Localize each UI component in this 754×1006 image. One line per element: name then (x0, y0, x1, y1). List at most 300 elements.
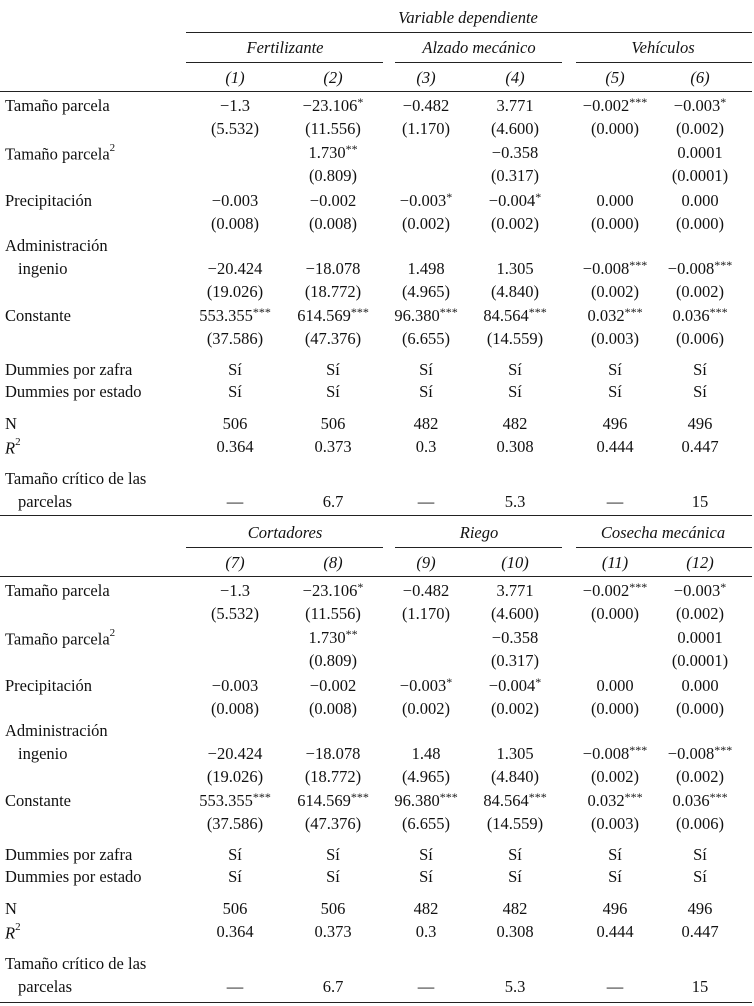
significance-stars: *** (528, 305, 547, 319)
constante-se-value: (37.586) (206, 329, 264, 348)
n-value: 482 (413, 899, 439, 918)
constante-coef (587, 790, 643, 810)
precip-coef (681, 678, 718, 695)
n-value: 506 (320, 414, 346, 433)
constante-coef (394, 305, 458, 325)
coef-value: 84.564 (483, 791, 529, 810)
admin-se-value: (4.840) (490, 282, 540, 301)
rule-group-5 (395, 547, 562, 548)
estado-value: Sí (326, 867, 340, 886)
significance-stars: *** (350, 790, 369, 804)
coef-value: −0.003 (211, 191, 259, 210)
group-header-cortadores: Cortadores (247, 523, 323, 542)
label-text: R (5, 923, 16, 943)
critico-value: 15 (691, 492, 709, 511)
estado-value: Sí (419, 382, 433, 401)
constante-se-value: (0.006) (675, 329, 725, 348)
significance-stars: *** (350, 305, 369, 319)
row-label-admin-2: ingenio (18, 744, 68, 763)
r2-value: 0.444 (596, 437, 634, 456)
precip-se-value: (0.000) (675, 699, 725, 718)
significance-stars: *** (709, 305, 728, 319)
tamano-se-value: (0.002) (675, 119, 725, 138)
row-label-admin-2: ingenio (18, 259, 68, 278)
superscript: 2 (109, 142, 116, 154)
critico-value: 5.3 (504, 977, 526, 996)
precip-se-value: (0.008) (210, 699, 260, 718)
zafra-value: Sí (508, 360, 522, 379)
r2-value: 0.308 (496, 437, 534, 456)
coef-value: −20.424 (207, 744, 263, 763)
coef-value: −0.358 (491, 628, 539, 647)
r2-value: 0.373 (314, 437, 352, 456)
zafra-value: Sí (326, 360, 340, 379)
admin-coef (667, 258, 733, 278)
r2-value: 0.444 (596, 922, 634, 941)
coef-value: −0.004 (488, 676, 536, 695)
coef-value: 1.730 (308, 628, 346, 647)
precip-se-value: (0.000) (590, 699, 640, 718)
rule-group-1 (186, 62, 383, 63)
coef-value: −0.008 (582, 744, 630, 763)
row-label-n: N (5, 414, 17, 433)
critico-value: — (606, 492, 624, 511)
critico-value: — (417, 977, 435, 996)
admin-se-value: (0.002) (590, 767, 640, 786)
precip-se-value: (0.008) (210, 214, 260, 233)
coef-value: −20.424 (207, 259, 263, 278)
significance-stars: *** (252, 790, 271, 804)
coef-value: −0.008 (667, 744, 715, 763)
rule-dependent-variable (186, 32, 752, 33)
constante-se-value: (37.586) (206, 814, 264, 833)
precip-coef (488, 675, 542, 695)
group-header-cosecha: Cosecha mecánica (600, 523, 726, 542)
row-label-r2 (5, 436, 21, 458)
zafra-value: Sí (693, 845, 707, 864)
admin-coef (582, 743, 648, 763)
r2-value: 0.447 (681, 922, 719, 941)
row-label-critico: Tamaño crítico de las (5, 469, 147, 488)
precip-se-value: (0.002) (490, 214, 540, 233)
coef-value: −0.482 (402, 581, 450, 600)
constante-se-value: (14.559) (486, 329, 544, 348)
row-label-constante: Constante (5, 791, 71, 810)
coef-value: −0.002 (582, 96, 630, 115)
constante-coef (672, 790, 728, 810)
row-label-admin: Administración (5, 721, 108, 740)
admin-coef (667, 743, 733, 763)
critico-value: 6.7 (322, 492, 344, 511)
n-value: 496 (687, 899, 713, 918)
tamano2-se-value: (0.809) (308, 166, 358, 185)
coef-value: −0.003 (211, 676, 259, 695)
tamano-coef (220, 583, 250, 600)
rule-table-bottom (0, 1002, 752, 1003)
admin-se-value: (19.026) (206, 282, 264, 301)
precip-se-value: (0.000) (590, 214, 640, 233)
tamano-se-value: (4.600) (490, 604, 540, 623)
tamano2-se-value: (0.0001) (671, 166, 729, 185)
estado-value: Sí (693, 382, 707, 401)
n-value: 482 (413, 414, 439, 433)
critico-value: — (226, 977, 244, 996)
tamano-coef (220, 98, 250, 115)
precip-se-value: (0.008) (308, 699, 358, 718)
rule-top-header-bottom (0, 91, 752, 92)
admin-coef (306, 746, 361, 763)
rule-panel-separator (0, 515, 752, 516)
admin-coef (496, 261, 533, 278)
row-label-precip: Precipitación (5, 191, 93, 210)
critico-value: 6.7 (322, 977, 344, 996)
row-label-precip: Precipitación (5, 676, 93, 695)
constante-coef (199, 790, 271, 810)
coef-value: 553.355 (199, 306, 253, 325)
precip-se-value: (0.000) (675, 214, 725, 233)
r2-value: 0.3 (415, 437, 437, 456)
precip-coef (310, 678, 356, 695)
tamano2-se-value: (0.317) (490, 166, 540, 185)
estado-value: Sí (419, 867, 433, 886)
tamano-coef (496, 98, 533, 115)
significance-stars: * (357, 95, 364, 109)
critico-value: 15 (691, 977, 709, 996)
r2-value: 0.373 (314, 922, 352, 941)
tamano-coef (403, 98, 449, 115)
rule-group-3 (576, 62, 752, 63)
tamano2-coef (677, 630, 722, 647)
significance-stars: * (357, 580, 364, 594)
n-value: 506 (320, 899, 346, 918)
coef-value: 0.000 (681, 676, 719, 695)
coef-value: 0.032 (587, 791, 625, 810)
coef-value: −18.078 (305, 259, 361, 278)
significance-stars: ** (345, 142, 358, 156)
precip-coef (488, 190, 542, 210)
zafra-value: Sí (508, 845, 522, 864)
precip-se-value: (0.002) (401, 214, 451, 233)
zafra-value: Sí (693, 360, 707, 379)
rule-group-4 (186, 547, 383, 548)
tamano-se-value: (0.002) (675, 604, 725, 623)
tamano-se-value: (1.170) (401, 604, 451, 623)
coef-value: −1.3 (220, 96, 250, 115)
coef-value: 1.48 (411, 744, 441, 763)
significance-stars: * (535, 190, 542, 204)
precip-coef (681, 193, 718, 210)
significance-stars: *** (629, 95, 648, 109)
n-value: 496 (602, 899, 628, 918)
coef-value: 3.771 (496, 96, 534, 115)
significance-stars: *** (439, 790, 458, 804)
critico-value: — (417, 492, 435, 511)
dependent-variable-title: Variable dependiente (398, 8, 538, 27)
row-label-admin: Administración (5, 236, 108, 255)
admin-se-value: (19.026) (206, 767, 264, 786)
label-text: Tamaño parcela (5, 629, 110, 649)
row-label-estado: Dummies por estado (5, 382, 142, 401)
tamano-se-value: (5.532) (210, 119, 260, 138)
row-label-zafra: Dummies por zafra (5, 360, 133, 379)
constante-coef (297, 790, 369, 810)
label-text: R (5, 438, 16, 458)
row-label-critico-2: parcelas (18, 977, 73, 996)
column-number: (11) (601, 553, 629, 572)
tamano-coef (403, 583, 449, 600)
admin-se-value: (0.002) (675, 282, 725, 301)
tamano-coef (496, 583, 533, 600)
admin-coef (306, 261, 361, 278)
coef-value: 0.0001 (677, 628, 723, 647)
coef-value: −0.003 (399, 191, 447, 210)
row-label-critico-2: parcelas (18, 492, 73, 511)
coef-value: 1.305 (496, 259, 534, 278)
superscript: 2 (15, 921, 21, 933)
tamano2-se-value: (0.0001) (671, 651, 729, 670)
tamano-se-value: (4.600) (490, 119, 540, 138)
coef-value: 1.730 (308, 143, 346, 162)
estado-value: Sí (228, 867, 242, 886)
precip-coef (596, 678, 633, 695)
tamano-se-value: (0.000) (590, 604, 640, 623)
significance-stars: *** (439, 305, 458, 319)
significance-stars: *** (714, 258, 733, 272)
significance-stars: *** (528, 790, 547, 804)
coef-value: −18.078 (305, 744, 361, 763)
coef-value: 553.355 (199, 791, 253, 810)
coef-value: 0.000 (596, 676, 634, 695)
group-header-vehiculos: Vehículos (631, 38, 695, 57)
constante-coef (587, 305, 643, 325)
coef-value: −23.106 (302, 581, 358, 600)
r2-value: 0.447 (681, 437, 719, 456)
admin-coef (582, 258, 648, 278)
precip-coef (399, 190, 453, 210)
coef-value: 614.569 (297, 791, 351, 810)
superscript: 2 (109, 627, 116, 639)
column-number: (4) (505, 68, 525, 87)
precip-coef (310, 193, 356, 210)
significance-stars: *** (629, 743, 648, 757)
rule-group-2 (395, 62, 562, 63)
r2-value: 0.308 (496, 922, 534, 941)
group-header-fertilizante: Fertilizante (246, 38, 324, 57)
row-label-estado: Dummies por estado (5, 867, 142, 886)
coef-value: 614.569 (297, 306, 351, 325)
zafra-value: Sí (228, 845, 242, 864)
precip-coef (212, 678, 258, 695)
constante-se-value: (0.003) (590, 329, 640, 348)
tamano-se-value: (11.556) (305, 119, 361, 138)
row-label-r2 (5, 921, 21, 943)
constante-se-value: (6.655) (401, 814, 451, 833)
zafra-value: Sí (326, 845, 340, 864)
admin-coef (496, 746, 533, 763)
coef-value: −0.004 (488, 191, 536, 210)
significance-stars: ** (345, 627, 358, 641)
admin-se-value: (4.840) (490, 767, 540, 786)
column-number: (6) (690, 68, 710, 87)
significance-stars: * (446, 190, 453, 204)
constante-coef (199, 305, 271, 325)
significance-stars: *** (624, 305, 643, 319)
coef-value: 3.771 (496, 581, 534, 600)
tamano2-coef (492, 145, 538, 162)
constante-coef (483, 305, 547, 325)
row-label-n: N (5, 899, 17, 918)
significance-stars: *** (624, 790, 643, 804)
constante-coef (672, 305, 728, 325)
tamano-se-value: (5.532) (210, 604, 260, 623)
row-label-constante: Constante (5, 306, 71, 325)
column-number: (2) (323, 68, 343, 87)
n-value: 482 (502, 414, 528, 433)
column-number: (5) (605, 68, 625, 87)
coef-value: −0.358 (491, 143, 539, 162)
precip-se-value: (0.002) (401, 699, 451, 718)
row-label-zafra: Dummies por zafra (5, 845, 133, 864)
coef-value: 96.380 (394, 306, 440, 325)
admin-coef (412, 746, 441, 763)
admin-coef (208, 261, 263, 278)
constante-coef (297, 305, 369, 325)
coef-value: 1.305 (496, 744, 534, 763)
significance-stars: * (446, 675, 453, 689)
r2-value: 0.364 (216, 437, 254, 456)
column-number: (1) (225, 68, 245, 87)
tamano-coef (302, 580, 364, 600)
precip-coef (596, 193, 633, 210)
row-label-tamano: Tamaño parcela (5, 581, 110, 600)
tamano2-coef (677, 145, 722, 162)
coef-value: 0.0001 (677, 143, 723, 162)
tamano-se-value: (0.000) (590, 119, 640, 138)
n-value: 496 (602, 414, 628, 433)
tamano2-coef (308, 142, 358, 162)
coef-value: −0.003 (673, 96, 721, 115)
coef-value: 0.036 (672, 306, 710, 325)
estado-value: Sí (326, 382, 340, 401)
significance-stars: * (535, 675, 542, 689)
significance-stars: *** (629, 580, 648, 594)
r2-value: 0.3 (415, 922, 437, 941)
precip-se-value: (0.002) (490, 699, 540, 718)
superscript: 2 (15, 436, 21, 448)
tamano-coef (673, 580, 727, 600)
tamano-coef (582, 95, 648, 115)
tamano2-coef (492, 630, 538, 647)
significance-stars: *** (629, 258, 648, 272)
tamano-coef (582, 580, 648, 600)
tamano-coef (302, 95, 364, 115)
constante-coef (483, 790, 547, 810)
coef-value: 84.564 (483, 306, 529, 325)
column-number: (12) (686, 553, 714, 572)
column-number: (8) (323, 553, 343, 572)
row-label-tamano2 (5, 627, 116, 649)
n-value: 506 (222, 414, 248, 433)
coef-value: −1.3 (220, 581, 250, 600)
coef-value: 0.000 (596, 191, 634, 210)
estado-value: Sí (508, 867, 522, 886)
tamano-se-value: (11.556) (305, 604, 361, 623)
precip-se-value: (0.008) (308, 214, 358, 233)
constante-se-value: (47.376) (304, 814, 362, 833)
coef-value: 0.036 (672, 791, 710, 810)
constante-se-value: (6.655) (401, 329, 451, 348)
column-number: (9) (416, 553, 436, 572)
n-value: 506 (222, 899, 248, 918)
zafra-value: Sí (419, 845, 433, 864)
tamano2-se-value: (0.809) (308, 651, 358, 670)
column-number: (10) (501, 553, 529, 572)
constante-se-value: (47.376) (304, 329, 362, 348)
coef-value: −0.482 (402, 96, 450, 115)
admin-se-value: (18.772) (304, 767, 362, 786)
estado-value: Sí (608, 867, 622, 886)
coef-value: −0.003 (673, 581, 721, 600)
coef-value: 0.032 (587, 306, 625, 325)
tamano-coef (673, 95, 727, 115)
column-number: (7) (225, 553, 245, 572)
coef-value: −23.106 (302, 96, 358, 115)
row-label-tamano2 (5, 142, 116, 164)
admin-coef (208, 746, 263, 763)
coef-value: 96.380 (394, 791, 440, 810)
estado-value: Sí (508, 382, 522, 401)
rule-bottom-header-bottom (0, 576, 752, 577)
group-header-riego: Riego (459, 523, 499, 542)
zafra-value: Sí (608, 845, 622, 864)
constante-se-value: (0.006) (675, 814, 725, 833)
r2-value: 0.364 (216, 922, 254, 941)
constante-se-value: (0.003) (590, 814, 640, 833)
critico-value: 5.3 (504, 492, 526, 511)
admin-se-value: (0.002) (590, 282, 640, 301)
estado-value: Sí (693, 867, 707, 886)
row-label-critico: Tamaño crítico de las (5, 954, 147, 973)
tamano-se-value: (1.170) (401, 119, 451, 138)
group-header-alzado: Alzado mecánico (422, 38, 536, 57)
precip-coef (212, 193, 258, 210)
zafra-value: Sí (608, 360, 622, 379)
significance-stars: *** (709, 790, 728, 804)
significance-stars: * (720, 95, 727, 109)
coef-value: 0.000 (681, 191, 719, 210)
critico-value: — (606, 977, 624, 996)
n-value: 482 (502, 899, 528, 918)
tamano2-se-value: (0.317) (490, 651, 540, 670)
coef-value: −0.002 (582, 581, 630, 600)
zafra-value: Sí (419, 360, 433, 379)
coef-value: −0.003 (399, 676, 447, 695)
constante-se-value: (14.559) (486, 814, 544, 833)
tamano2-coef (308, 627, 358, 647)
estado-value: Sí (608, 382, 622, 401)
significance-stars: * (720, 580, 727, 594)
coef-value: −0.002 (309, 676, 357, 695)
coef-value: −0.002 (309, 191, 357, 210)
coef-value: −0.008 (667, 259, 715, 278)
precip-coef (399, 675, 453, 695)
column-number: (3) (416, 68, 436, 87)
coef-value: 1.498 (407, 259, 445, 278)
row-label-tamano: Tamaño parcela (5, 96, 110, 115)
estado-value: Sí (228, 382, 242, 401)
admin-se-value: (4.965) (401, 767, 451, 786)
admin-se-value: (0.002) (675, 767, 725, 786)
